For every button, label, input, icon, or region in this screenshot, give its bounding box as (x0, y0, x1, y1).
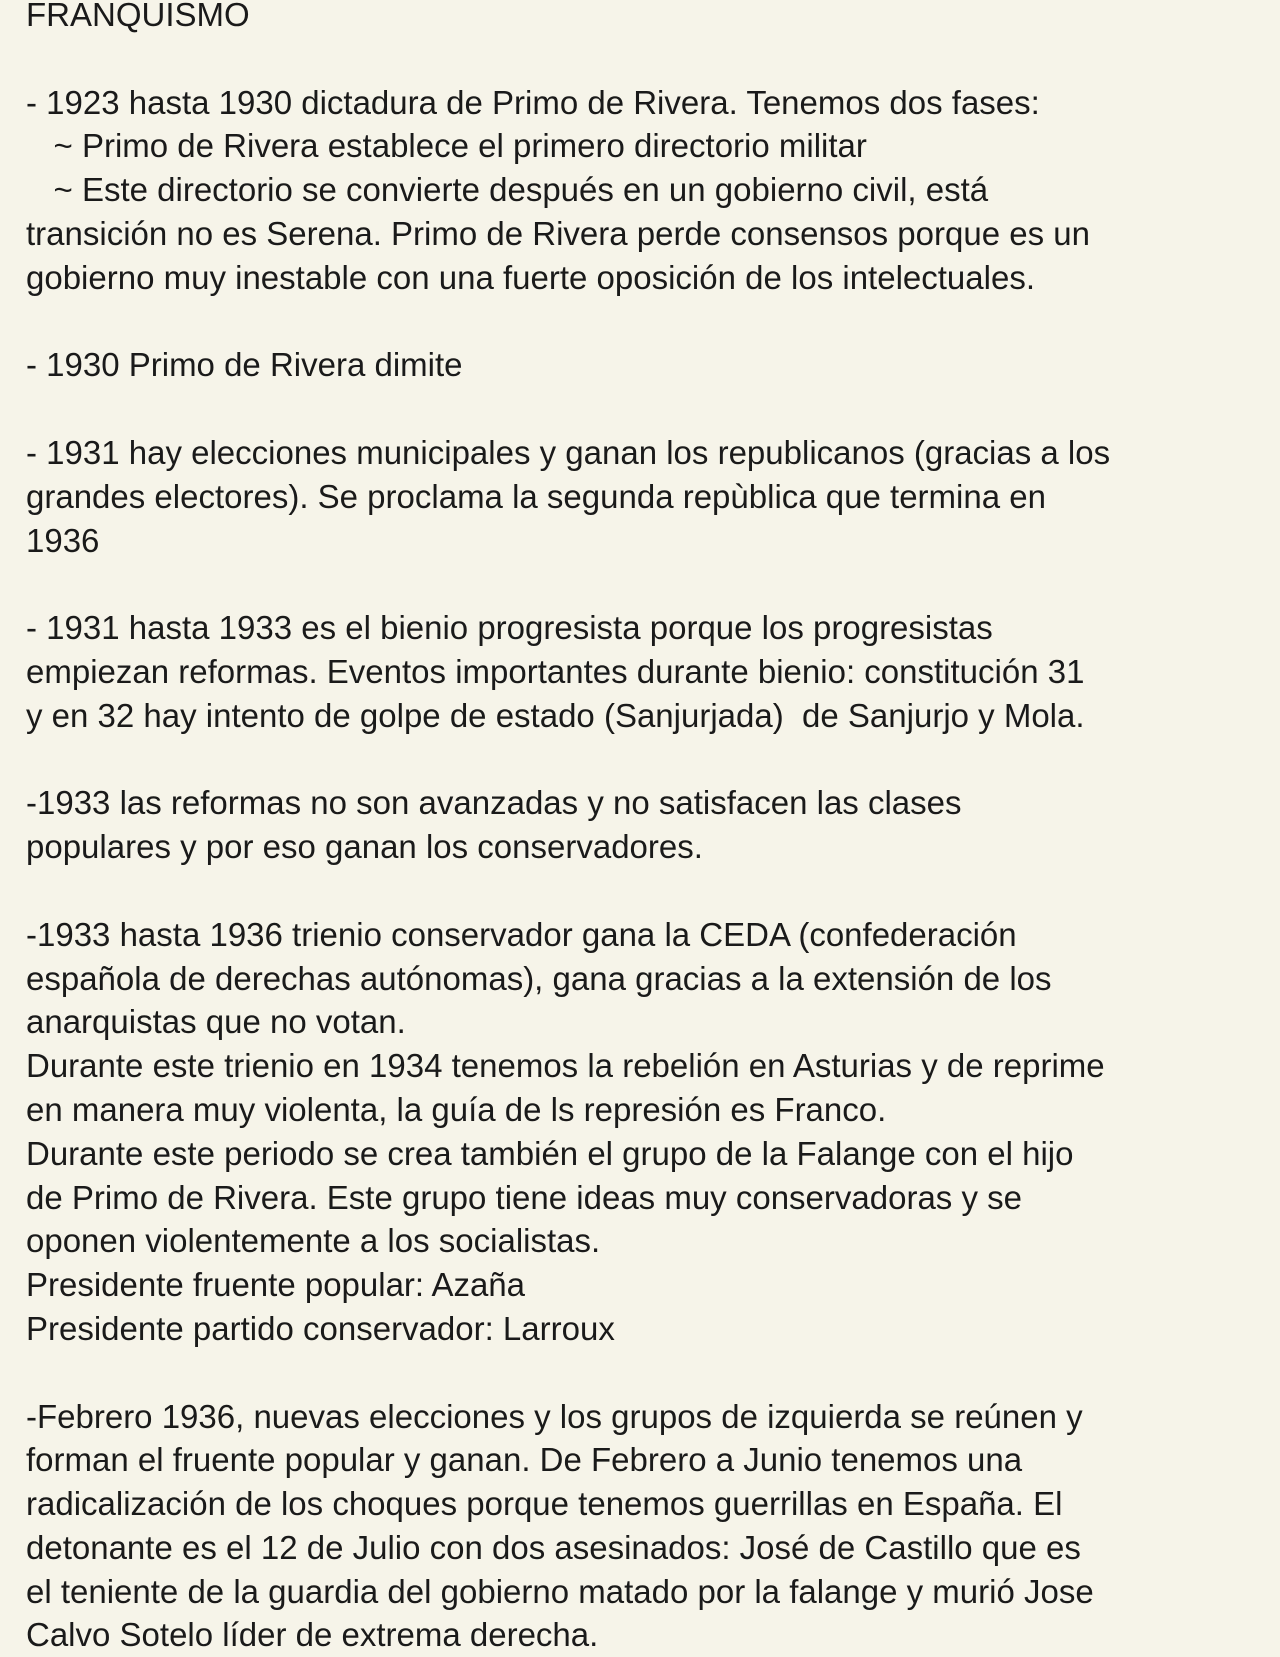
blank-line (26, 387, 1266, 431)
note-line: española de derechas autónomas), gana gracias a la extensión de los (26, 959, 1052, 997)
note-line: -1933 las reformas no son avanzadas y no satisfacen las clases (26, 784, 962, 822)
note-line: el teniente de la guardia del gobierno matado por la falange y murió Jose (26, 1572, 1094, 1610)
note-line: de Primo de Rivera. Este grupo tiene ideas muy conservadoras y se (26, 1178, 1022, 1216)
note-line: - 1931 hay elecciones municipales y ganan los republicanos (gracias a los (26, 433, 1111, 471)
note-line: grandes electores). Se proclama la segunda repùblica que termina en (26, 477, 1046, 515)
note-line: oponen violentemente a los socialistas. (26, 1222, 601, 1260)
note-line: detonante es el 12 de Julio con dos asesinados: José de Castillo que es (26, 1528, 1081, 1566)
note-line: 1936 (26, 521, 100, 559)
note-line: forman el fruente popular y ganan. De Febrero a Junio tenemos una (26, 1441, 1023, 1479)
note-line: Presidente partido conservador: Larroux (26, 1309, 615, 1347)
note-line: anarquistas que no votan. (26, 1003, 406, 1041)
blank-line (26, 1351, 1266, 1395)
blank-line (26, 37, 1266, 81)
note-line: Durante este periodo se crea también el grupo de la Falange con el hijo (26, 1134, 1074, 1172)
note-line: Calvo Sotelo líder de extrema derecha. (26, 1616, 599, 1654)
note-line: Durante este trienio en 1934 tenemos la rebelión en Asturias y de reprime (26, 1047, 1105, 1085)
note-line: Presidente fruente popular: Azaña (26, 1266, 526, 1304)
note-line: ~ Este directorio se convierte después en un gobierno civil, está (26, 171, 989, 209)
note-title: FRANQUISMO (26, 0, 250, 33)
note-line: en manera muy violenta, la guía de ls represión es Franco. (26, 1090, 887, 1128)
note-line: - 1923 hasta 1930 dictadura de Primo de Rivera. Tenemos dos fases: (26, 83, 1040, 121)
blank-line (26, 562, 1266, 606)
blank-line (26, 869, 1266, 913)
note-line: transición no es Serena. Primo de Rivera perde consensos porque es un (26, 214, 1090, 252)
blank-line (26, 738, 1266, 782)
note-line: ~ Primo de Rivera establece el primero directorio militar (26, 127, 867, 165)
blank-line (26, 300, 1266, 344)
note-line: populares y por eso ganan los conservadores. (26, 828, 703, 866)
note-line: radicalización de los choques porque tenemos guerrillas en España. El (26, 1485, 1063, 1523)
note-line: gobierno muy inestable con una fuerte oposición de los intelectuales. (26, 258, 1035, 296)
note-line: - 1931 hasta 1933 es el bienio progresista porque los progresistas (26, 609, 993, 647)
note-body[interactable] (26, 0, 1266, 1657)
note-line: - 1930 Primo de Rivera dimite (26, 346, 463, 384)
note-line: empiezan reformas. Eventos importantes durante bienio: constitución 31 (26, 652, 1085, 690)
note-line: -Febrero 1936, nuevas elecciones y los grupos de izquierda se reúnen y (26, 1397, 1083, 1435)
note-line: -1933 hasta 1936 trienio conservador gana la CEDA (confederación (26, 915, 1017, 953)
note-line: y en 32 hay intento de golpe de estado (Sanjurjada) de Sanjurjo y Mola. (26, 696, 1085, 734)
